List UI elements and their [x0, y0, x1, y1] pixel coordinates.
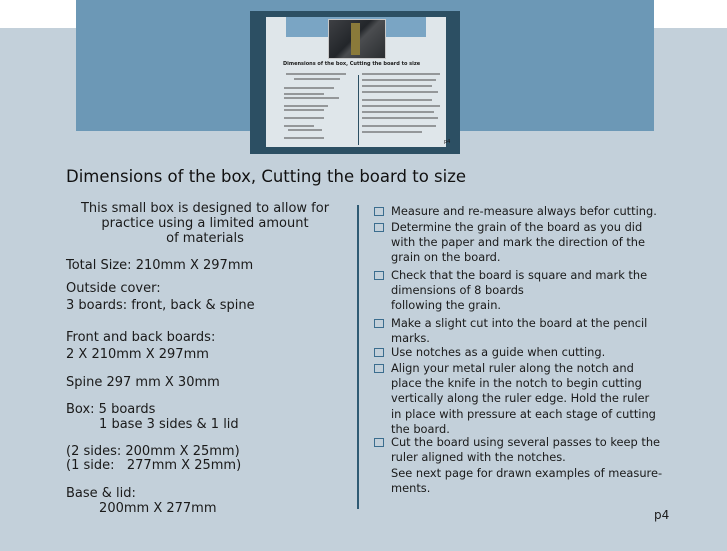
thumbnail-page-number: p4 — [444, 139, 451, 145]
section-heading: Dimensions of the box, Cutting the board to size — [66, 167, 467, 186]
page-thumbnail — [250, 11, 460, 154]
page-number: p4 — [654, 508, 670, 522]
list-item: Determine the grain of the board as you did with the paper and mark the direction of the grain on the board. — [374, 220, 674, 266]
list-item: Measure and re-measure always befor cutting. — [374, 204, 674, 219]
list-item: Make a slight cut into the board at the pencil marks. — [374, 316, 674, 346]
list-item: Use notches as a guide when cutting. — [374, 345, 674, 360]
outside-cover-label: Outside cover: — [66, 281, 161, 296]
see-next-page-note: See next page for drawn examples of measure- ments. — [391, 466, 663, 496]
list-item: Align your metal ruler along the notch and place the knife in the notch to begin cutting vertically along the ruler edge. Hold the ruler in place with pressure at each stage of cutting the board. — [374, 361, 674, 437]
checkbox-icon — [374, 207, 384, 216]
intro-text: This small box is designed to allow for practice using a limited amount of materials — [80, 201, 330, 246]
base-lid-label: Base & lid: — [66, 486, 136, 501]
checkbox-icon — [374, 319, 384, 328]
spine-dimension: Spine 297 mm X 30mm — [66, 375, 220, 390]
checkbox-icon — [374, 438, 384, 447]
checkbox-icon — [374, 271, 384, 280]
list-item: Cut the board using several passes to keep the ruler aligned with the notches. — [374, 435, 674, 465]
book-photo — [328, 19, 386, 59]
list-item: Check that the board is square and mark the dimensions of 8 boards following the grain. — [374, 268, 674, 314]
base-lid-value: 200mm X 277mm — [66, 501, 217, 516]
outside-cover-value: 3 boards: front, back & spine — [66, 298, 255, 313]
box-value: 1 base 3 sides & 1 lid — [66, 417, 239, 432]
thumbnail-title: Dimensions of the box, Cutting the board to size — [283, 61, 421, 67]
thumbnail-page — [266, 17, 451, 147]
total-size: Total Size: 210mm X 297mm — [66, 258, 254, 273]
checkbox-icon — [374, 223, 384, 232]
front-back-label: Front and back boards: — [66, 330, 216, 345]
thumbnail-divider — [358, 75, 359, 145]
one-side-dimension: (1 side: 277mm X 25mm) — [66, 458, 242, 473]
column-divider — [357, 205, 359, 509]
checkbox-icon — [374, 348, 384, 357]
front-back-value: 2 X 210mm X 297mm — [66, 347, 209, 362]
box-label: Box: 5 boards — [66, 402, 156, 417]
checkbox-icon — [374, 364, 384, 373]
two-sides-dimension: (2 sides: 200mm X 25mm) — [66, 444, 240, 459]
